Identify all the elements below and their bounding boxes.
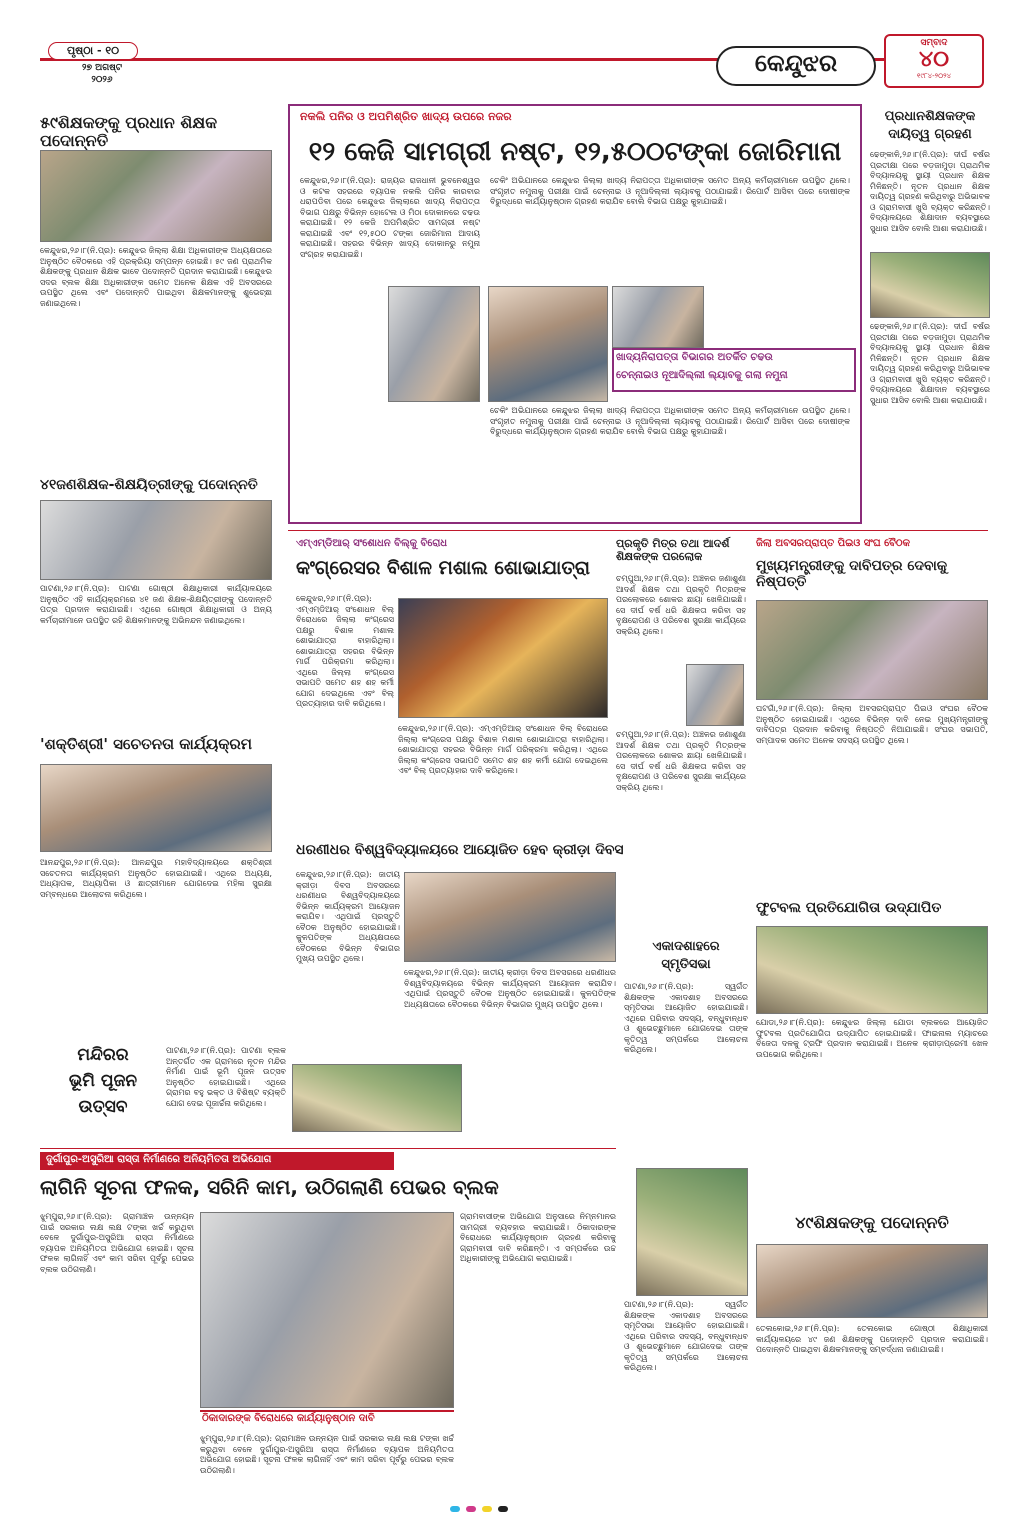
- bottom-body-right: ଗ୍ରାମବାସୀଙ୍କ ଅଭିଯୋଗ ଅନୁସାରେ ନିମ୍ନମାନର ସାମଗ୍ରୀ ବ୍ୟବହାର କରାଯାଇଛି। ଠିକାଦାରଙ୍କ ବିରୋଧରେ କାର୍ଯ୍ୟାନୁଷ୍ଠାନ ଗ୍ରହଣ କରିବାକୁ ଗ୍ରାମବାସୀ ଦାବି କରିଛନ୍ତି। ଏ ସମ୍ପର୍କରେ ଉଚ୍ଚ ଅଧିକାରୀଙ୍କୁ ଅଭିଯୋଗ କରାଯାଇଛି।: [460, 1212, 616, 1263]
- food-raid-photo-1: [388, 286, 480, 402]
- obituary-title: ପ୍ରକୃତି ମିତ୍ର ତଥା ଆଦର୍ଶ ଶିକ୍ଷକଙ୍କ ପରଲୋକ: [616, 537, 730, 563]
- lead-subheading-2: ଚେନ୍ନାଇଓ ନୂଆଦିଲ୍ଲୀ ଲ୍ୟାବକୁ ଗଲା ନମୁନା: [616, 370, 788, 381]
- lead-headline: ୧୨ କେଜି ସାମଗ୍ରୀ ନଷ୍ଟ, ୧୨,୫୦୦ଟଙ୍କା ଜୋରିମାନା: [308, 137, 842, 167]
- right-story1-title-2: ଦାୟିତ୍ୱ ଗ୍ରହଣ: [888, 127, 972, 142]
- sports-body: କେନ୍ଦୁଝର,୨୬।୮(ନି.ପ୍ର): ଜାତୀୟ କ୍ରୀଡ଼ା ଦିବସ ଅବସରରେ ଧରଣୀଧର ବିଶ୍ୱବିଦ୍ୟାଳୟରେ ବିଭିନ୍ନ କାର୍ଯ୍ୟକ୍ରମ ଆୟୋଜନ କରାଯିବ। ଏଥିପାଇଁ ପ୍ରସ୍ତୁତି ବୈଠକ ଅନୁଷ୍ଠିତ ହୋଇଯାଇଛି। କୁଳପତିଙ୍କ ଅଧ୍ୟକ୍ଷତାରେ ବୈଠକରେ ବିଭିନ୍ନ ବିଭାଗର ମୁଖ୍ୟ ଉପସ୍ଥିତ ଥିଲେ।: [296, 870, 400, 963]
- congress-kicker: ଏମ୍‌ଏମ୍‌ଡିଆର୍ ସଂଶୋଧନ ବିଲ୍‌କୁ ବିରୋଧ: [296, 538, 448, 549]
- teachers-promotion-photo: [40, 500, 272, 580]
- road-photo-caption: ଠିକାଦାରଙ୍କ ବିରୋଧରେ କାର୍ଯ୍ୟାନୁଷ୍ଠାନ ଦାବି: [202, 1413, 375, 1424]
- memorial-title-2: ସ୍ମୃତିସଭା: [661, 957, 711, 972]
- teachers-group-photo: [40, 150, 272, 242]
- promotion49-body: ତେଲକୋଇ,୨୬।୮(ନି.ପ୍ର): ତେଲକୋଇ ଗୋଷ୍ଠୀ ଶିକ୍ଷାଧିକାରୀ କାର୍ଯ୍ୟାଳୟରେ ୪୯ ଜଣ ଶିକ୍ଷକଙ୍କୁ ପଦୋନ୍ନତି ପ୍ରଦାନ କରାଯାଇଛି। ପଦୋନ୍ନତି ପାଇଥିବା ଶିକ୍ଷକମାନଙ୍କୁ ସମ୍ବର୍ଦ୍ଧନା ଜଣାଯାଇଛି।: [756, 1324, 988, 1354]
- left-story3-body: ଆନନ୍ଦପୁର,୨୬।୮(ନି.ପ୍ର): ଆନନ୍ଦପୁର ମହାବିଦ୍ୟାଳୟରେ ଶକ୍ତିଶ୍ରୀ ସଚେତନତା କାର୍ଯ୍ୟକ୍ରମ ଅନୁଷ୍ଠିତ ହୋଇଯାଇଛି। ଏଥିରେ ଅଧ୍ୟକ୍ଷ, ଅଧ୍ୟାପକ, ଅଧ୍ୟାପିକା ଓ ଛାତ୍ରୀମାନେ ଯୋଗଦେଇ ମହିଳା ସୁରକ୍ଷା ସମ୍ବନ୍ଧରେ ଆଲୋଚନା କରିଥିଲେ।: [40, 858, 272, 899]
- food-raid-photo-3: [612, 286, 704, 348]
- brand-bottom: ୧୯୮୪-୨୦୨୪: [916, 72, 952, 80]
- pio-headline: ମୁଖ୍ୟମନ୍ତ୍ରୀଙ୍କୁ ଦାବିପତ୍ର ଦେବାକୁ ନିଷ୍ପତ୍ତି: [756, 558, 948, 591]
- temple-body: ପାଟଣା,୨୬।୮(ନି.ପ୍ର): ପାଟଣା ବ୍ଲକ ଅନ୍ତର୍ଗତ ଏକ ଗ୍ରାମରେ ନୂତନ ମନ୍ଦିର ନିର୍ମାଣ ପାଇଁ ଭୂମି ପୂଜନ ଉତ୍ସବ ଅନୁଷ୍ଠିତ ହୋଇଯାଇଛି। ଏଥିରେ ଗ୍ରାମର ବହୁ ଭକ୍ତ ଓ ବିଶିଷ୍ଟ ବ୍ୟକ୍ତି ଯୋଗ ଦେଇ ପୂଜାର୍ଚ୍ଚନା କରିଥିଲେ।: [166, 1046, 286, 1108]
- sports-headline: ଧରଣୀଧର ବିଶ୍ୱବିଦ୍ୟାଳୟରେ ଆୟୋଜିତ ହେବ କ୍ରୀଡ଼ା ଦିବସ: [296, 842, 624, 858]
- left-story2-body: ପାଟଣା,୨୬।୮(ନି.ପ୍ର): ପାଟଣା ଗୋଷ୍ଠୀ ଶିକ୍ଷାଧିକାରୀ କାର୍ଯ୍ୟାଳୟରେ ଅନୁଷ୍ଠିତ ଏହି କାର୍ଯ୍ୟକ୍ରମରେ ୪୧ ଜଣ ଶିକ୍ଷକ-ଶିକ୍ଷୟିତ୍ରୀଙ୍କୁ ପଦୋନ୍ନତି ପତ୍ର ପ୍ରଦାନ କରାଯାଇଛି। ଏଥିରେ ଗୋଷ୍ଠୀ ଶିକ୍ଷାଧିକାରୀ ଓ ଅନ୍ୟ କର୍ମଚାରୀମାନେ ଉପସ୍ଥିତ ରହି ଶିକ୍ଷକମାନଙ୍କୁ ଅଭିନନ୍ଦନ ଜଣାଇଥିଲେ।: [40, 584, 272, 625]
- left-story3-title: 'ଶକ୍ତିଶ୍ରୀ' ସଚେତନତା କାର୍ଯ୍ୟକ୍ରମ: [40, 735, 252, 753]
- bottom-headline: ଲାଗିନି ସୂଚନା ଫଳକ, ସରିନି କାମ, ଉଠିଗଲାଣି ପେଭର ବ୍ଲକ: [40, 1175, 499, 1199]
- football-body: ଯୋଡା,୨୬।୮(ନି.ପ୍ର): କେନ୍ଦୁଝର ଜିଲ୍ଲା ଯୋଡା ବ୍ଲକରେ ଆୟୋଜିତ ଫୁଟବଲ ପ୍ରତିଯୋଗିତା ଉଦ୍‌ଯାପିତ ହୋଇଯାଇଛି। ଫାଇନାଲ ମ୍ୟାଚରେ ବିଜେତା ଦଳକୁ ଟ୍ରଫି ପ୍ରଦାନ କରାଯାଇଛି। ଅନେକ କ୍ରୀଡ଼ାପ୍ରେମୀ ଖେଳ ଉପଭୋଗ କରିଥିଲେ।: [756, 1018, 988, 1059]
- brand-logo: [884, 34, 984, 88]
- lead-kicker: ନକଲି ପନିର ଓ ଅପମିଶ୍ରିତ ଖାଦ୍ୟ ଉପରେ ନଜର: [300, 110, 512, 123]
- sports-meeting-photo: [404, 872, 616, 962]
- promotion49-headline: ୪୯ଶିକ୍ଷକଙ୍କୁ ପଦୋନ୍ନତି: [795, 1213, 949, 1232]
- promotion49-photo: [756, 1244, 988, 1318]
- masthead: [0, 0, 1024, 88]
- temple-title-1: ମନ୍ଦିରର: [77, 1045, 129, 1065]
- mark-cyan: [450, 1506, 460, 1512]
- footer-color-marks: [450, 1506, 508, 1512]
- brand-top: ସମ୍ବାଦ: [920, 38, 948, 48]
- football-photo: [756, 926, 988, 1014]
- temple-title-3: ଉତ୍ସବ: [78, 1097, 128, 1117]
- pio-kicker: ଜିଲା ଅବସରପ୍ରାପ୍ତ ପିଇଓ ସଂଘ ବୈଠକ: [756, 538, 910, 549]
- lead-body-right: ଚେକିଂ ଅଭିଯାନରେ କେନ୍ଦୁଝର ଜିଲ୍ଲା ଖାଦ୍ୟ ନିରାପତ୍ତା ଅଧିକାରୀଙ୍କ ସମେତ ଅନ୍ୟ କର୍ମଚାରୀମାନେ ଉପସ୍ଥିତ ଥିଲେ। ସଂଗୃହୀତ ନମୁନାକୁ ପରୀକ୍ଷା ପାଇଁ ଚେନ୍ନାଇ ଓ ନୂଆଦିଲ୍ଲୀ ଲ୍ୟାବକୁ ପଠାଯାଇଛି। ରିପୋର୍ଟ ଆସିବା ପରେ ଦୋଷୀଙ୍କ ବିରୁଦ୍ଧରେ କାର୍ଯ୍ୟାନୁଷ୍ଠାନ ଗ୍ରହଣ କରାଯିବ ବୋଲି ବିଭାଗ ପକ୍ଷରୁ କୁହାଯାଇଛି।: [490, 176, 850, 206]
- left-story2-title: ୪୧ଜଣଶିକ୍ଷକ-ଶିକ୍ଷୟିତ୍ରୀଙ୍କୁ ପଦୋନ୍ନତି: [40, 477, 258, 493]
- date-line-1: ୨୭ ଅଗଷ୍ଟ: [81, 63, 122, 73]
- torch-rally-photo: [398, 598, 608, 718]
- football-headline: ଫୁଟବଲ ପ୍ରତିଯୋଗିତା ଉଦ୍‌ଯାପିତ: [756, 900, 942, 916]
- mark-yellow: [482, 1506, 492, 1512]
- memorial-photo: [636, 1168, 748, 1296]
- temple-title-2: ଭୂମି ପୂଜନ: [68, 1071, 138, 1091]
- bottom-body-under-photo: ଝୁମ୍ପୁରା,୨୬।୮(ନି.ପ୍ର): ଗ୍ରାମାଞ୍ଚଳ ଉନ୍ନୟନ ପାଇଁ ସରକାର ଲକ୍ଷ ଲକ୍ଷ ଟଙ୍କା ଖର୍ଚ୍ଚ କରୁଥିବା ବେଳେ ଦୁର୍ଗାପୁର-ଅସୁରିଆ ରାସ୍ତା ନିର୍ମାଣରେ ବ୍ୟାପକ ଅନିୟମିତତା ଅଭିଯୋଗ ହୋଇଛି। ସୂଚନା ଫଳକ ଲାଗିନାହିଁ ଏବଂ କାମ ସରିବା ପୂର୍ବରୁ ପେଭର ବ୍ଲକ ଉଠିଗଲାଣି।: [200, 1434, 454, 1475]
- date-line-2: ୨୦୨୬: [91, 75, 113, 85]
- mark-magenta: [466, 1506, 476, 1512]
- page-number: ପୃଷ୍ଠା - ୧୦: [48, 42, 138, 60]
- bottom-kicker: ଦୁର୍ଗାପୁର-ଅସୁରିଆ ରାସ୍ତା ନିର୍ମାଣରେ ଅନିୟମିତତା ଅଭିଯୋଗ: [46, 1154, 272, 1165]
- sports-body-cont: କେନ୍ଦୁଝର,୨୬।୮(ନି.ପ୍ର): ଜାତୀୟ କ୍ରୀଡ଼ା ଦିବସ ଅବସରରେ ଧରଣୀଧର ବିଶ୍ୱବିଦ୍ୟାଳୟରେ ବିଭିନ୍ନ କାର୍ଯ୍ୟକ୍ରମ ଆୟୋଜନ କରାଯିବ। ଏଥିପାଇଁ ପ୍ରସ୍ତୁତି ବୈଠକ ଅନୁଷ୍ଠିତ ହୋଇଯାଇଛି। କୁଳପତିଙ୍କ ଅଧ୍ୟକ୍ଷତାରେ ବୈଠକରେ ବିଭିନ୍ନ ବିଭାଗର ମୁଖ୍ୟ ଉପସ୍ଥିତ ଥିଲେ।: [404, 968, 616, 1009]
- memorial-body: ପାଟଣା,୨୬।୮(ନି.ପ୍ର): ସ୍ୱର୍ଗତ ଶିକ୍ଷକଙ୍କ ଏକାଦଶାହ ଅବସରରେ ସ୍ମୃତିସଭା ଆୟୋଜିତ ହୋଇଯାଇଛି। ଏଥିରେ ପରିବାର ସଦସ୍ୟ, ବନ୍ଧୁବାନ୍ଧବ ଓ ଶୁଭେଚ୍ଛୁମାନେ ଯୋଗଦେଇ ତାଙ୍କ କୃତିତ୍ୱ ସମ୍ପର୍କରେ ଆଲୋଚନା କରିଥିଲେ।: [624, 982, 748, 1054]
- brand-mid: ୪୦: [918, 47, 950, 72]
- headmaster-welcome-photo: [870, 252, 990, 318]
- teacher-portrait-photo: [686, 664, 744, 726]
- temple-ceremony-photo: [292, 1064, 462, 1132]
- right-story1-body: ଢେଙ୍କାଳି,୨୬।୮(ନି.ପ୍ର): ଦୀର୍ଘ ବର୍ଷର ପ୍ରତୀକ୍ଷା ପରେ ବଡ଼ଜାମୁଡ଼ା ପ୍ରାଥମିକ ବିଦ୍ୟାଳୟକୁ ସ୍ଥାୟୀ ପ୍ରଧାନ ଶିକ୍ଷକ ମିଳିଛନ୍ତି। ନୂତନ ପ୍ରଧାନ ଶିକ୍ଷକ ଦାୟିତ୍ୱ ଗ୍ରହଣ କରିଥିବାରୁ ଅଭିଭାବକ ଓ ଗ୍ରାମବାସୀ ଖୁସି ବ୍ୟକ୍ତ କରିଛନ୍ତି। ବିଦ୍ୟାଳୟରେ ଶିକ୍ଷାଦାନ ବ୍ୟବସ୍ଥାରେ ସୁଧାର ଆସିବ ବୋଲି ଆଶା କରାଯାଉଛି।: [870, 150, 990, 233]
- left-story1-body: କେନ୍ଦୁଝର,୨୬।୮(ନି.ପ୍ର): କେନ୍ଦୁଝର ଜିଲ୍ଲା ଶିକ୍ଷା ଅଧିକାରୀଙ୍କ ଅଧ୍ୟକ୍ଷତାରେ ଅନୁଷ୍ଠିତ ବୈଠକରେ ଏହି ପ୍ରକ୍ରିୟା ସମ୍ପନ୍ନ ହୋଇଛି। ୫୯ ଜଣ ପ୍ରାଥମିକ ଶିକ୍ଷକଙ୍କୁ ପ୍ରଧାନ ଶିକ୍ଷକ ଭାବେ ପଦୋନ୍ନତି ପ୍ରଦାନ କରାଯାଇଛି। କେନ୍ଦୁଝର ସଦର ବ୍ଲକ ଶିକ୍ଷା ଅଧିକାରୀଙ୍କ ସମେତ ଅନେକ ଶିକ୍ଷକ ଏହି ଅବସରରେ ଉପସ୍ଥିତ ଥିଲେ ଏବଂ ପଦୋନ୍ନତି ପାଇଥିବା ଶିକ୍ଷକମାନଙ୍କୁ ଶୁଭେଚ୍ଛା ଜଣାଇଥିଲେ।: [40, 246, 272, 308]
- right-story1-body-cont: ଢେଙ୍କାଳି,୨୬।୮(ନି.ପ୍ର): ଦୀର୍ଘ ବର୍ଷର ପ୍ରତୀକ୍ଷା ପରେ ବଡ଼ଜାମୁଡ଼ା ପ୍ରାଥମିକ ବିଦ୍ୟାଳୟକୁ ସ୍ଥାୟୀ ପ୍ରଧାନ ଶିକ୍ଷକ ମିଳିଛନ୍ତି। ନୂତନ ପ୍ରଧାନ ଶିକ୍ଷକ ଦାୟିତ୍ୱ ଗ୍ରହଣ କରିଥିବାରୁ ଅଭିଭାବକ ଓ ଗ୍ରାମବାସୀ ଖୁସି ବ୍ୟକ୍ତ କରିଛନ୍ତି। ବିଦ୍ୟାଳୟରେ ଶିକ୍ଷାଦାନ ବ୍ୟବସ୍ଥାରେ ସୁଧାର ଆସିବ ବୋଲି ଆଶା କରାଯାଉଛି।: [870, 322, 990, 405]
- bottom-divider: [40, 1148, 616, 1149]
- memorial-caption: ପାଟଣା,୨୬।୮(ନି.ପ୍ର): ସ୍ୱର୍ଗତ ଶିକ୍ଷକଙ୍କ ଏକାଦଶାହ ଅବସରରେ ସ୍ମୃତିସଭା ଆୟୋଜିତ ହୋଇଯାଇଛି। ଏଥିରେ ପରିବାର ସଦସ୍ୟ, ବନ୍ଧୁବାନ୍ଧବ ଓ ଶୁଭେଚ୍ଛୁମାନେ ଯୋଗଦେଇ ତାଙ୍କ କୃତିତ୍ୱ ସମ୍ପର୍କରେ ଆଲୋଚନା କରିଥିଲେ।: [624, 1300, 748, 1372]
- memorial-title-1: ଏକାଦଶାହରେ: [652, 939, 720, 954]
- obituary-body: ଚମ୍ପୁଆ,୨୬।୮(ନି.ପ୍ର): ଅଞ୍ଚଳର ଜଣାଶୁଣା ଆଦର୍ଶ ଶିକ୍ଷକ ତଥା ପ୍ରକୃତି ମିତ୍ରଙ୍କ ପରଲୋକରେ ଶୋକର ଛାୟା ଖେଳିଯାଇଛି। ସେ ଦୀର୍ଘ ବର୍ଷ ଧରି ଶିକ୍ଷକତା କରିବା ସହ ବୃକ୍ଷରୋପଣ ଓ ପରିବେଶ ସୁରକ୍ଷା କାର୍ଯ୍ୟରେ ସକ୍ରିୟ ଥିଲେ।: [616, 574, 746, 636]
- congress-body: କେନ୍ଦୁଝର,୨୬।୮(ନି.ପ୍ର): ଏମ୍‌ଏମ୍‌ଡିଆର୍ ସଂଶୋଧନ ବିଲ୍ ବିରୋଧରେ ଜିଲ୍ଲା କଂଗ୍ରେସ ପକ୍ଷରୁ ବିଶାଳ ମଶାଲ ଶୋଭାଯାତ୍ରା ବାହାରିଥିଲା। ଶୋଭାଯାତ୍ରା ସହରର ବିଭିନ୍ନ ମାର୍ଗ ପରିକ୍ରମା କରିଥିଲା। ଏଥିରେ ଜିଲ୍ଲା କଂଗ୍ରେସ ସଭାପତି ସମେତ ଶହ ଶହ କର୍ମୀ ଯୋଗ ଦେଇଥିଲେ ଏବଂ ବିଲ୍ ପ୍ରତ୍ୟାହାର ଦାବି କରିଥିଲେ।: [296, 594, 394, 708]
- paver-block-road-photo: [200, 1212, 454, 1408]
- congress-body-cont: କେନ୍ଦୁଝର,୨୬।୮(ନି.ପ୍ର): ଏମ୍‌ଏମ୍‌ଡିଆର୍ ସଂଶୋଧନ ବିଲ୍ ବିରୋଧରେ ଜିଲ୍ଲା କଂଗ୍ରେସ ପକ୍ଷରୁ ବିଶାଳ ମଶାଲ ଶୋଭାଯାତ୍ରା ବାହାରିଥିଲା। ଶୋଭାଯାତ୍ରା ସହରର ବିଭିନ୍ନ ମାର୍ଗ ପରିକ୍ରମା କରିଥିଲା। ଏଥିରେ ଜିଲ୍ଲା କଂଗ୍ରେସ ସଭାପତି ସମେତ ଶହ ଶହ କର୍ମୀ ଯୋଗ ଦେଇଥିଲେ ଏବଂ ବିଲ୍ ପ୍ରତ୍ୟାହାର ଦାବି କରିଥିଲେ।: [398, 724, 608, 775]
- lead-body-lower: ଚେକିଂ ଅଭିଯାନରେ କେନ୍ଦୁଝର ଜିଲ୍ଲା ଖାଦ୍ୟ ନିରାପତ୍ତା ଅଧିକାରୀଙ୍କ ସମେତ ଅନ୍ୟ କର୍ମଚାରୀମାନେ ଉପସ୍ଥିତ ଥିଲେ। ସଂଗୃହୀତ ନମୁନାକୁ ପରୀକ୍ଷା ପାଇଁ ଚେନ୍ନାଇ ଓ ନୂଆଦିଲ୍ଲୀ ଲ୍ୟାବକୁ ପଠାଯାଇଛି। ରିପୋର୍ଟ ଆସିବା ପରେ ଦୋଷୀଙ୍କ ବିରୁଦ୍ଧରେ କାର୍ଯ୍ୟାନୁଷ୍ଠାନ ଗ୍ରହଣ କରାଯିବ ବୋଲି ବିଭାଗ ପକ୍ଷରୁ କୁହାଯାଇଛି।: [490, 406, 850, 436]
- lead-body: କେନ୍ଦୁଝର,୨୬।୮(ନି.ପ୍ର): ରାଜ୍ୟର ରାଜଧାନୀ ଭୁବନେଶ୍ୱର ଓ କଟକ ସହରରେ ବ୍ୟାପକ ନକଲି ପନିର କାରବାର ଧରାପଡିବା ପରେ କେନ୍ଦୁଝର ଜିଲ୍ଲାରେ ଖାଦ୍ୟ ନିରାପତ୍ତା ବିଭାଗ ପକ୍ଷରୁ ବିଭିନ୍ନ ହୋଟେଲ ଓ ମିଠା ଦୋକାନରେ ଚଢଉ କରାଯାଇଛି। ୧୨ କେଜି ଅପମିଶ୍ରିତ ସାମଗ୍ରୀ ନଷ୍ଟ କରାଯାଇଛି ଏବଂ ୧୨,୫୦୦ ଟଙ୍କା ଜୋରିମାନା ଆଦାୟ କରାଯାଇଛି। ସହରର ବିଭିନ୍ନ ଖାଦ୍ୟ ଦୋକାନରୁ ନମୁନା ସଂଗ୍ରହ କରାଯାଇଛି।: [300, 176, 480, 259]
- bottom-body-left: ଝୁମ୍ପୁରା,୨୬।୮(ନି.ପ୍ର): ଗ୍ରାମାଞ୍ଚଳ ଉନ୍ନୟନ ପାଇଁ ସରକାର ଲକ୍ଷ ଲକ୍ଷ ଟଙ୍କା ଖର୍ଚ୍ଚ କରୁଥିବା ବେଳେ ଦୁର୍ଗାପୁର-ଅସୁରିଆ ରାସ୍ତା ନିର୍ମାଣରେ ବ୍ୟାପକ ଅନିୟମିତତା ଅଭିଯୋଗ ହୋଇଛି। ସୂଚନା ଫଳକ ଲାଗିନାହିଁ ଏବଂ କାମ ସରିବା ପୂର୍ବରୁ ପେଭର ବ୍ଲକ ଉଠିଗଲାଣି।: [40, 1212, 194, 1274]
- pio-meeting-photo: [756, 600, 988, 700]
- left-story1-title: ୫୯ଶିକ୍ଷକଙ୍କୁ ପ୍ରଧାନ ଶିକ୍ଷକ ପଦୋନ୍ନତି: [40, 113, 218, 151]
- right-story1-title-1: ପ୍ରଧାନଶିକ୍ଷକଙ୍କ: [884, 109, 976, 124]
- section-title: କେନ୍ଦୁଝର: [754, 49, 838, 77]
- mark-black: [498, 1506, 508, 1512]
- awareness-program-photo: [40, 764, 272, 852]
- food-raid-photo-2: [488, 286, 608, 402]
- congress-headline: କଂଗ୍ରେସର ବିଶାଳ ମଶାଲ ଶୋଭାଯାତ୍ରା: [296, 557, 591, 579]
- lead-subheading-1: ଖାଦ୍ୟନିରାପତ୍ତା ବିଭାଗର ଅତର୍କିତ ଚଢଉ: [616, 352, 773, 363]
- pio-body: ଘଟଗାଁ,୨୬।୮(ନି.ପ୍ର): ଜିଲ୍ଲା ଅବସରପ୍ରାପ୍ତ ପିଇଓ ସଂଘର ବୈଠକ ଅନୁଷ୍ଠିତ ହୋଇଯାଇଛି। ଏଥିରେ ବିଭିନ୍ନ ଦାବି ନେଇ ମୁଖ୍ୟମନ୍ତ୍ରୀଙ୍କୁ ଦାବିପତ୍ର ପ୍ରଦାନ କରିବାକୁ ନିଷ୍ପତ୍ତି ନିଆଯାଇଛି। ସଂଘର ସଭାପତି, ସମ୍ପାଦକ ସମେତ ଅନେକ ସଦସ୍ୟ ଉପସ୍ଥିତ ଥିଲେ।: [756, 704, 988, 745]
- middle-divider: [288, 530, 988, 531]
- obituary-body-cont: ଚମ୍ପୁଆ,୨୬।୮(ନି.ପ୍ର): ଅଞ୍ଚଳର ଜଣାଶୁଣା ଆଦର୍ଶ ଶିକ୍ଷକ ତଥା ପ୍ରକୃତି ମିତ୍ରଙ୍କ ପରଲୋକରେ ଶୋକର ଛାୟା ଖେଳିଯାଇଛି। ସେ ଦୀର୍ଘ ବର୍ଷ ଧରି ଶିକ୍ଷକତା କରିବା ସହ ବୃକ୍ଷରୋପଣ ଓ ପରିବେଶ ସୁରକ୍ଷା କାର୍ଯ୍ୟରେ ସକ୍ରିୟ ଥିଲେ।: [616, 730, 746, 792]
